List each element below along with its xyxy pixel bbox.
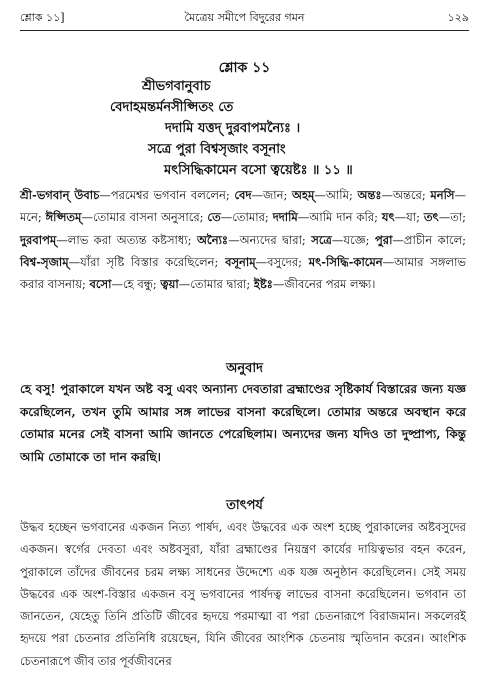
synonym-word: ঈপ্সিতম্ (45, 210, 82, 225)
verse-line: দদামি যত্তদ্ দুরবাপমন্যৈঃ । (165, 121, 301, 136)
synonym-meaning: প্রাচীন কালে; (403, 232, 467, 247)
translation-text: হে বসু! পুরাকালে যখন অষ্ট বসু এবং অন্যান্য দেবতারা ব্রহ্মাণ্ডের সৃষ্টিকার্য বিস্তারের জন্য যজ্ঞ করেছিলেন, তখন তুমি আমার সঙ্গ লাভের বাসনা করেছিলে। তোমার অন্তরে অবস্থান করে তোমার মনের সেই বাসনা আমি জানতে পেরেছিলাম। অন্যদের জন্য যদিও তা দুষ্প্রাপ্য, কিন্তু আমি তোমাকে তা দান করছি। (20, 382, 466, 464)
synonym-meaning: পরমেশ্বর ভগবান বললেন; (110, 188, 230, 202)
synonym-word: অন্তঃ (357, 188, 382, 202)
synonym-word: বিশ্ব-সৃজাম্ (20, 254, 69, 269)
verse-title: শ্লোক ১১ (218, 60, 271, 76)
synonym-word: শ্রী-ভগবান্ উবাচ (20, 188, 100, 202)
verse-line: মৎসিদ্ধিকামেন বসো ত্বয়েষ্টঃ ॥ ১১ ॥ (164, 163, 353, 178)
synonym-word: মৎ-সিদ্ধি-কামেন (308, 254, 383, 269)
page-number: ১২৯ (447, 10, 469, 24)
header-verse-ref: শ্লোক ১১] (20, 10, 65, 24)
translation-title: অনুবাদ (226, 361, 263, 376)
synonym-word: বসূনাম্ (225, 254, 256, 269)
synonym-meaning: হে বন্ধু; (123, 277, 157, 292)
sanskrit-verse (0, 76, 489, 181)
synonym-meaning: অন্যদের দ্বারা; (239, 232, 306, 247)
synonym-meaning: তোমার বাসনা অনুসারে; (92, 210, 204, 225)
synonym-word: ইষ্টঃ (253, 277, 273, 292)
synonym-meaning: মনে; (20, 210, 42, 225)
running-header (20, 8, 469, 28)
verse-line: বেদাহমন্তর্মনসীপ্সিতং তে (110, 100, 234, 115)
synonym-meaning: যজ্ঞে; (343, 232, 370, 247)
synonym-meaning: বসুদের; (267, 254, 303, 269)
synonym-word: দদামি (272, 210, 298, 225)
purport-text: উদ্ধব হচ্ছেন ভগবানের একজন নিত্য পার্ষদ, এবং উদ্ধবের এক অংশ হচ্ছে পুরাকালের অষ্টবসুদের একজন। স্বর্গের দেবতা এবং অষ্টবসুরা, যাঁরা ব্রহ্মাণ্ডের নিয়ন্ত্রণ কার্যের দায়িত্বভার বহন করেন, পুরাকালে তাঁদের জীবনের চরম লক্ষ্য সাধনের উদ্দেশ্যে এক যজ্ঞ অনুষ্ঠান করেছিলেন। সেই সময় উদ্ধবের এক অংশ-বিস্তার একজন বসু ভগবানের পার্ষদত্ব লাভের বাসনা করেছিলেন। ভগবান তা জানতেন, যেহেতু তিনি প্রতিটি জীবের হৃদয়ে পরমাত্মা বা পরা চেতনারূপে বিরাজমান। সকলেরই হৃদয়ে পরা চেতনার প্রতিনিধি রয়েছেন, যিনি জীবের আংশিক চেতনায় স্মৃতিদান করেন। আংশিক চেতনারূপে জীব তার পূর্বজীবনের (20, 520, 466, 668)
synonym-meaning: জীবনের পরম লক্ষ্য। (284, 277, 376, 292)
synonym-meaning: তোমার দ্বারা; (190, 277, 251, 292)
synonym-meaning: আমি দান করি; (309, 210, 378, 225)
synonym-word: বসো (89, 277, 112, 292)
synonym-word: সত্রে (311, 232, 332, 247)
synonym-word: পুরা (374, 232, 393, 247)
synonym-meaning: আমার সঙ্গলাভ করার বাসনায়; (20, 254, 467, 292)
synonym-word: যৎ (381, 210, 395, 225)
verse-line: সত্রে পুরা বিশ্বসৃজাং বসূনাং (148, 142, 286, 157)
synonym-word: বেদ (234, 188, 252, 202)
synonym-meaning: জান; (262, 188, 288, 202)
word-for-word-synonyms: শ্রী-ভগবান্ উবাচ—পরমেশ্বর ভগবান বললেন; বেদ—জান; অহম্—আমি; অন্তঃ—অন্তরে; মনসি—মনে; ঈপ্সিতম্—তোমার বাসনা অনুসারে; তে—তোমার; দদামি—আমি দান করি; যৎ—যা; তৎ—তা; দুরবাপম্—লাভ করা অত্যন্ত কষ্টসাধ্য; অন্যৈঃ—অন্যদের দ্বারা; সত্রে—যজ্ঞে; পুরা—প্রাচীন কালে; বিশ্ব-সৃজাম্—যাঁরা সৃষ্টি বিস্তার করেছিলেন; বসূনাম্—বসুদের; মৎ-সিদ্ধি-কামেন—আমার সঙ্গলাভ করার বাসনায়; বসো—হে বন্ধু; ত্বয়া—তোমার দ্বারা; ইষ্টঃ—জীবনের পরম লক্ষ্য। (20, 188, 467, 292)
synonym-meaning: তা; (450, 210, 467, 225)
synonym-meaning: তোমার; (232, 210, 269, 225)
synonym-word: তৎ (423, 210, 439, 225)
header-rule (20, 30, 469, 31)
synonym-word: দুরবাপম্ (20, 232, 57, 247)
synonym-meaning: অন্তরে; (393, 188, 426, 202)
synonym-word: অন্যৈঃ (196, 232, 229, 247)
synonym-meaning: লাভ করা অত্যন্ত কষ্টসাধ্য; (67, 232, 192, 247)
synonym-word: মনসি (430, 188, 455, 202)
synonym-word: তে (207, 210, 221, 225)
header-chapter-title: মৈত্রেয় সমীপে বিদুরের গমন (184, 10, 305, 24)
synonym-word: ত্বয়া (160, 277, 179, 292)
synonym-meaning: আমি; (325, 188, 353, 202)
purport-title: তাৎপর্য (226, 498, 263, 513)
synonym-meaning: যাঁরা সৃষ্টি বিস্তার করেছিলেন; (80, 254, 219, 269)
synonym-word: অহম্ (292, 188, 315, 202)
synonym-meaning: যা; (406, 210, 420, 225)
verse-line: শ্রীভগবানুবাচ (142, 79, 211, 94)
